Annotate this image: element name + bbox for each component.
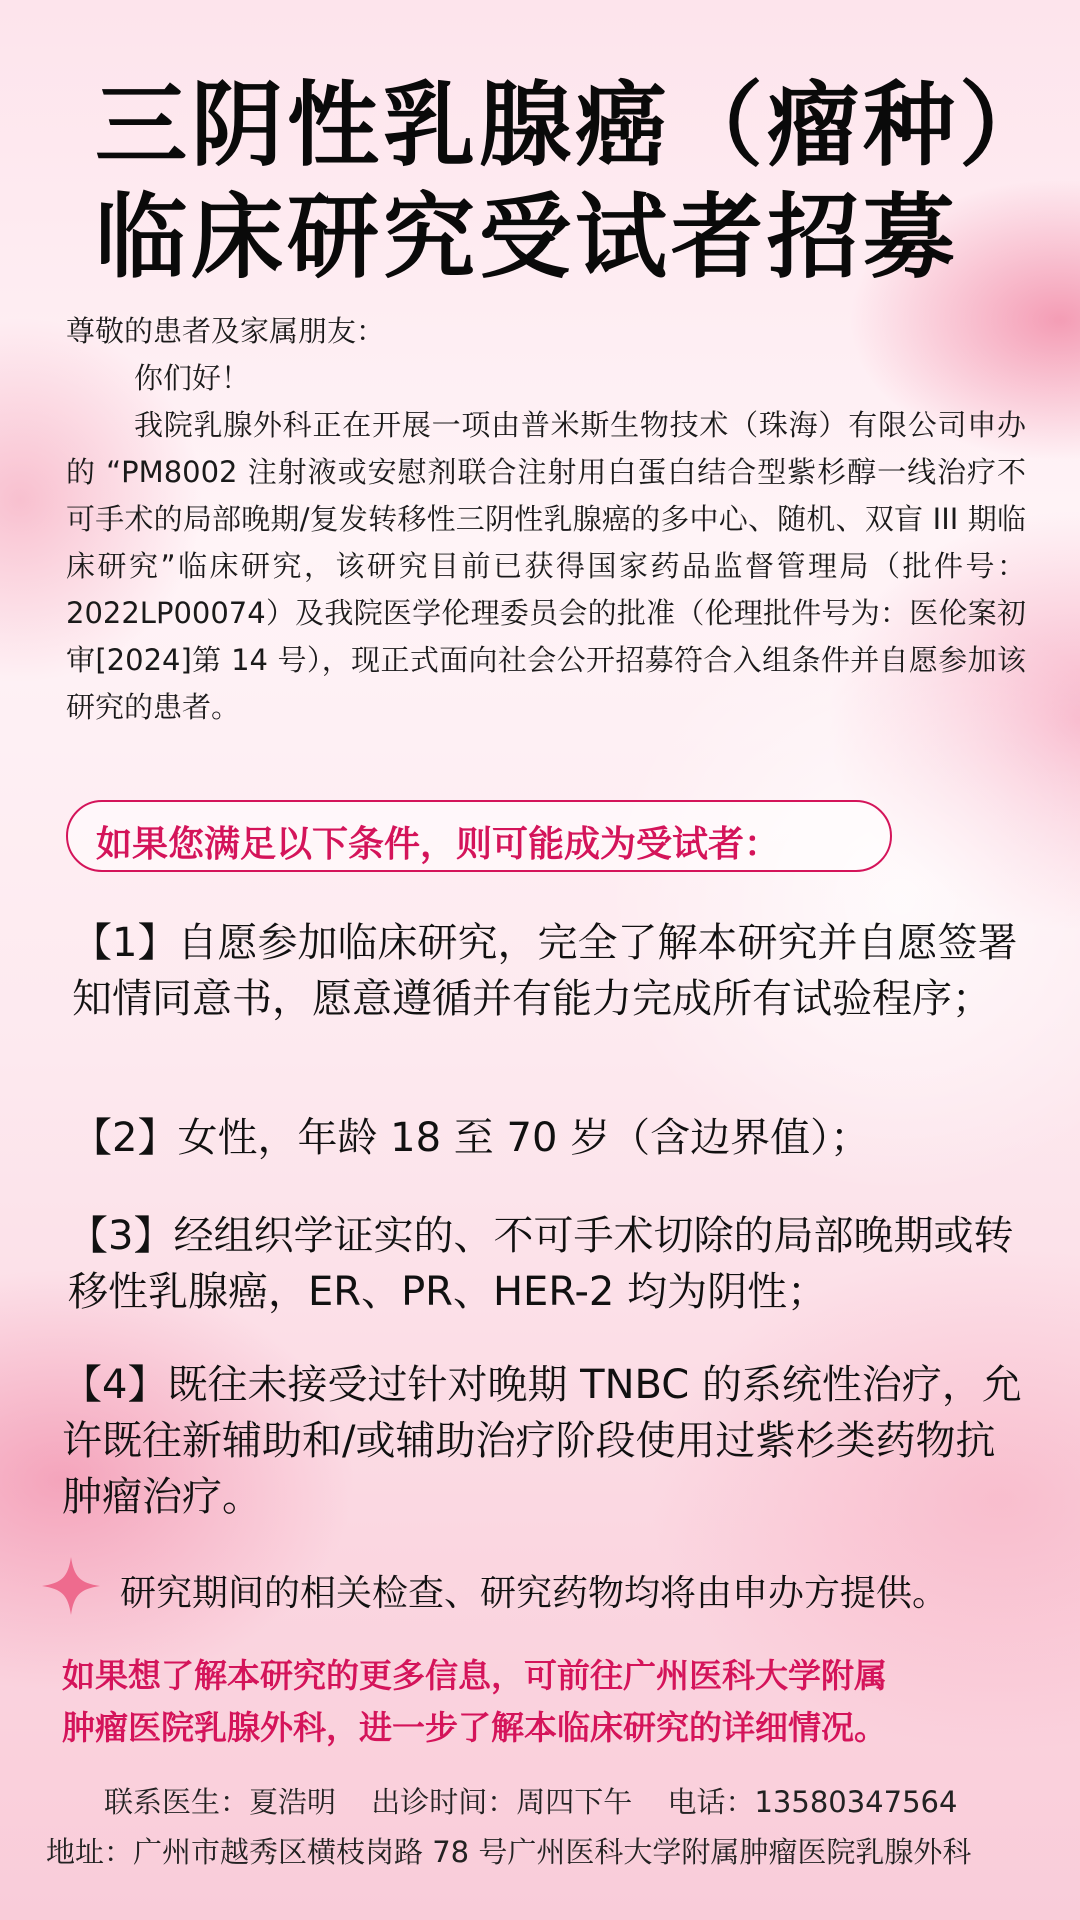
title-line-1: 三阴性乳腺癌（瘤种） xyxy=(95,75,1056,177)
page-title xyxy=(95,70,1055,294)
criterion-2: 【2】女性，年龄 18 至 70 岁（含边界值）； xyxy=(72,1115,871,1161)
criterion-1: 【1】自愿参加临床研究，完全了解本研究并自愿签署知情同意书，愿意遵循并有能力完成所有试验程序； xyxy=(72,920,1018,1022)
contact-doctor: 联系医生：夏浩明 xyxy=(104,1785,337,1819)
criterion-3: 【3】经组织学证实的、不可手术切除的局部晚期或转移性乳腺癌，ER、PR、HER-2 均为阴性； xyxy=(68,1213,1014,1315)
contact-row xyxy=(104,1780,983,1821)
sparkle-icon xyxy=(40,1555,102,1617)
more-info-line-1: 如果想了解本研究的更多信息，可前往广州医科大学附属 xyxy=(62,1656,887,1695)
hello-text: 你们好！ xyxy=(134,361,251,395)
title-line-2: 临床研究受试者招募 xyxy=(95,187,960,289)
more-info-line-2: 肿瘤医院乳腺外科，进一步了解本临床研究的详细情况。 xyxy=(62,1708,887,1747)
address: 地址：广州市越秀区横枝岗路 78 号广州医科大学附属肿瘤医院乳腺外科 xyxy=(46,1835,972,1869)
more-info xyxy=(62,1650,1022,1754)
intro-section xyxy=(66,308,1026,731)
greeting: 尊敬的患者及家属朋友： xyxy=(66,314,386,348)
criteria-heading-pill xyxy=(66,800,892,872)
criterion-4: 【4】既往未接受过针对晚期 TNBC 的系统性治疗，允许既往新辅助和/或辅助治疗阶段使用过紫杉类药物抗肿瘤治疗。 xyxy=(62,1362,1022,1520)
phone-number[interactable]: 电话：13580347564 xyxy=(667,1785,958,1819)
provision-note: 研究期间的相关检查、研究药物均将由申办方提供。 xyxy=(120,1573,949,1614)
intro-body: 我院乳腺外科正在开展一项由普米斯生物技术（珠海）有限公司申办的 “PM8002 注射液或安慰剂联合注射用白蛋白结合型紫杉醇一线治疗不可手术的局部晚期/复发转移性三阴性乳腺癌的多中心、随机、双盲 III 期临床研究”临床研究，该研究目前已获得国家药品监督管理局（批件号：2022LP00074）及我院医学伦理委员会的批准（伦理批件号为：医伦案初审[2024]第 14 号），现正式面向社会公开招募符合入组条件并自愿参加该研究的患者。 xyxy=(66,408,1026,724)
criteria-heading: 如果您满足以下条件，则可能成为受试者： xyxy=(96,824,781,865)
clinic-time: 出诊时间：周四下午 xyxy=(371,1785,633,1819)
